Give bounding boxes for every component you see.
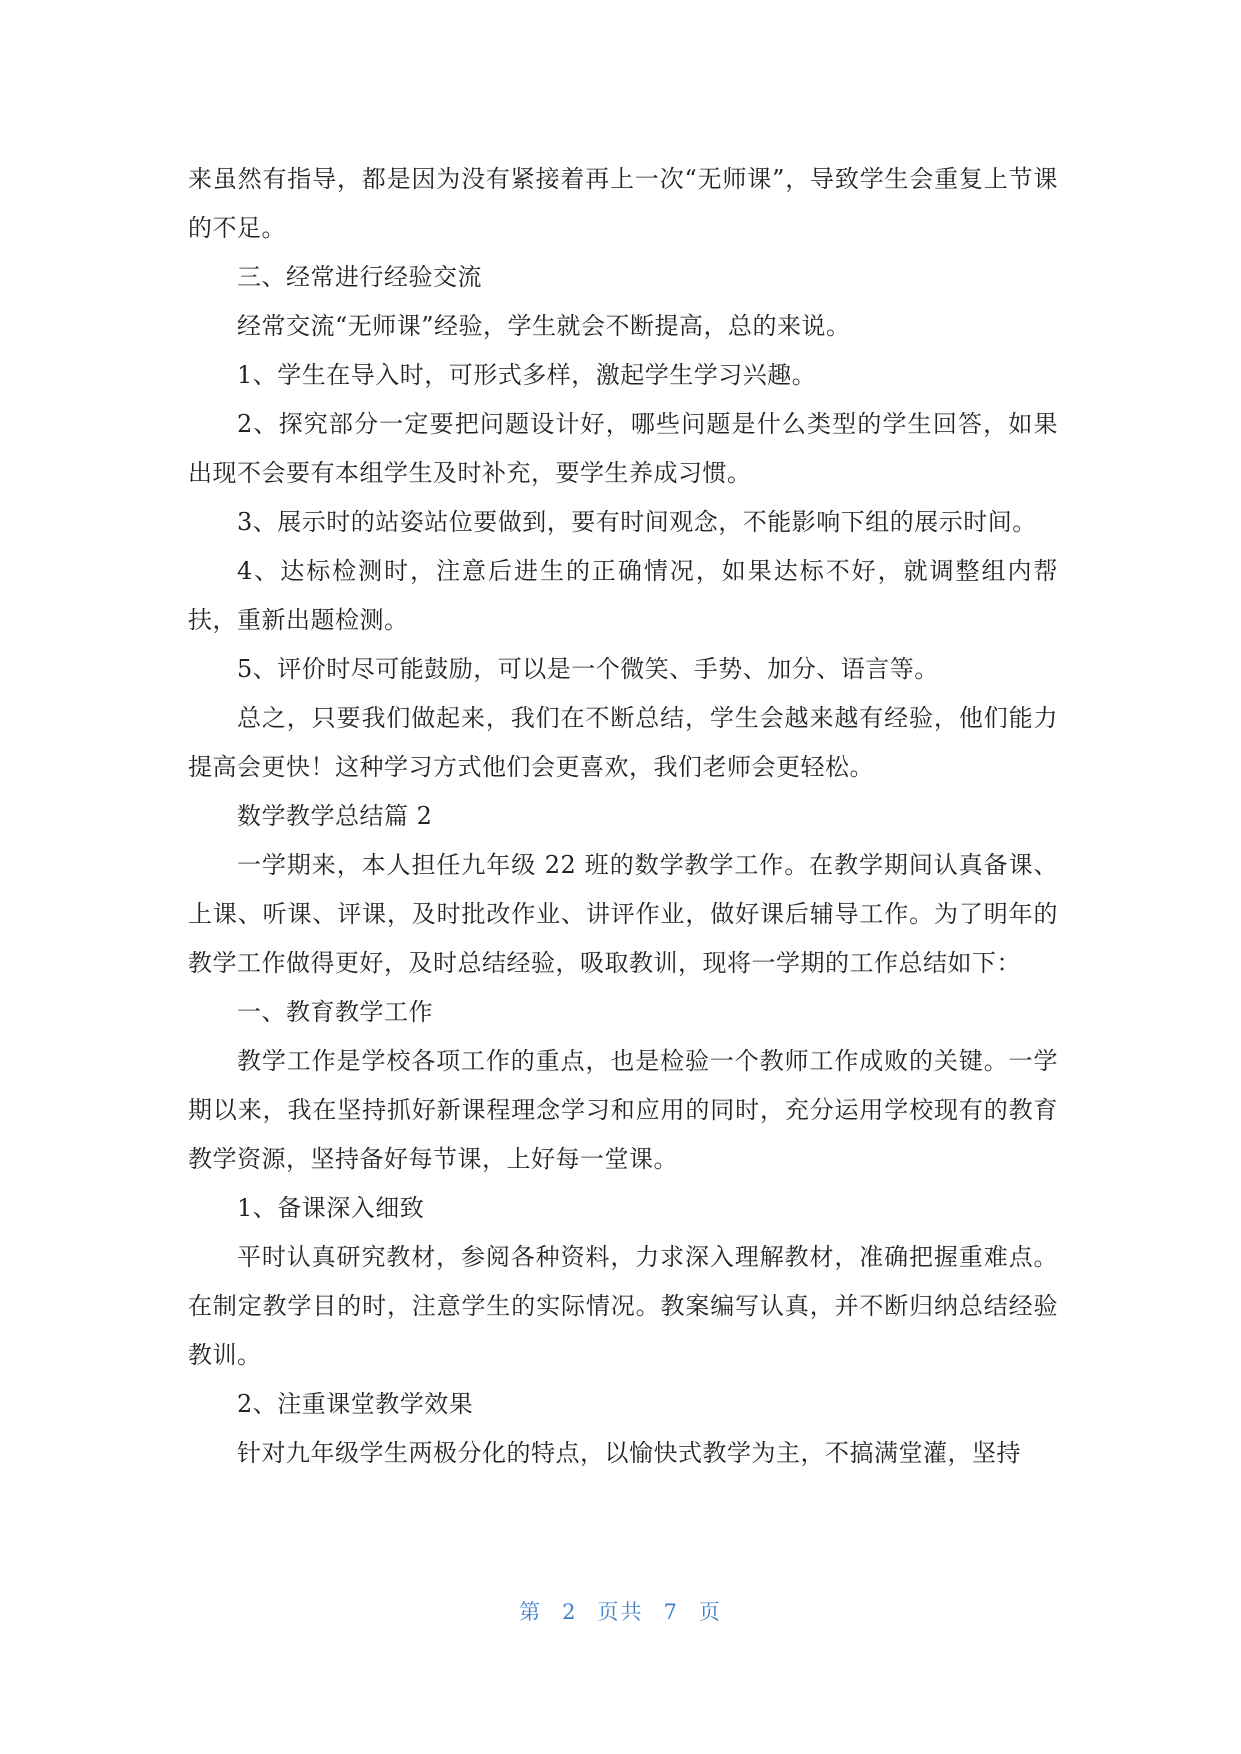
paragraph: 教学工作是学校各项工作的重点，也是检验一个教师工作成败的关键。一学期以来，我在坚持抓好新课程理念学习和应用的同时，充分运用学校现有的教育教学资源，坚持备好每节课，上好每一堂课。 <box>188 1047 1058 1173</box>
page-footer <box>0 1596 1241 1626</box>
list-item: 1、学生在导入时，可形式多样，激起学生学习兴趣。 <box>237 361 817 389</box>
list-item: 3、展示时的站姿站位要做到，要有时间观念，不能影响下组的展示时间。 <box>237 508 1037 536</box>
list-item: 2、探究部分一定要把问题设计好，哪些问题是什么类型的学生回答，如果出现不会要有本组学生及时补充，要学生养成习惯。 <box>188 410 1058 487</box>
list-item: 5、评价时尽可能鼓励，可以是一个微笑、手势、加分、语言等。 <box>237 655 939 683</box>
paragraph: 经常交流“无师课”经验，学生就会不断提高，总的来说。 <box>237 312 851 340</box>
subsection-heading: 2、注重课堂教学效果 <box>237 1390 474 1418</box>
footer-label-page: 第 <box>519 1600 543 1624</box>
paragraph: 针对九年级学生两极分化的特点，以愉快式教学为主，不搞满堂灌，坚持 <box>237 1439 1021 1467</box>
subsection-heading: 1、备课深入细致 <box>237 1194 425 1222</box>
paragraph: 来虽然有指导，都是因为没有紧接着再上一次“无师课”，导致学生会重复上节课的不足。 <box>188 165 1058 242</box>
paragraph: 总之，只要我们做起来，我们在不断总结，学生会越来越有经验，他们能力提高会更快！这种学习方式他们会更喜欢，我们老师会更轻松。 <box>188 704 1058 781</box>
footer-label-of: 页共 <box>597 1600 644 1624</box>
footer-label-end: 页 <box>698 1600 722 1624</box>
footer-total-pages: 7 <box>663 1600 679 1624</box>
article-heading: 数学教学总结篇 2 <box>237 802 433 830</box>
paragraph: 平时认真研究教材，参阅各种资料，力求深入理解教材，准确把握重难点。在制定教学目的时，注意学生的实际情况。教案编写认真，并不断归纳总结经验教训。 <box>188 1243 1058 1369</box>
section-heading: 三、经常进行经验交流 <box>237 263 482 291</box>
paragraph: 一学期来，本人担任九年级 22 班的数学教学工作。在教学期间认真备课、上课、听课、评课，及时批改作业、讲评作业，做好课后辅导工作。为了明年的教学工作做得更好，及时总结经验，吸取教训，现将一学期的工作总结如下： <box>188 851 1058 977</box>
document-body <box>188 155 1058 1478</box>
list-item: 4、达标检测时，注意后进生的正确情况，如果达标不好，就调整组内帮扶，重新出题检测。 <box>188 557 1058 634</box>
footer-current-page: 2 <box>562 1600 578 1624</box>
section-heading: 一、教育教学工作 <box>237 998 433 1026</box>
